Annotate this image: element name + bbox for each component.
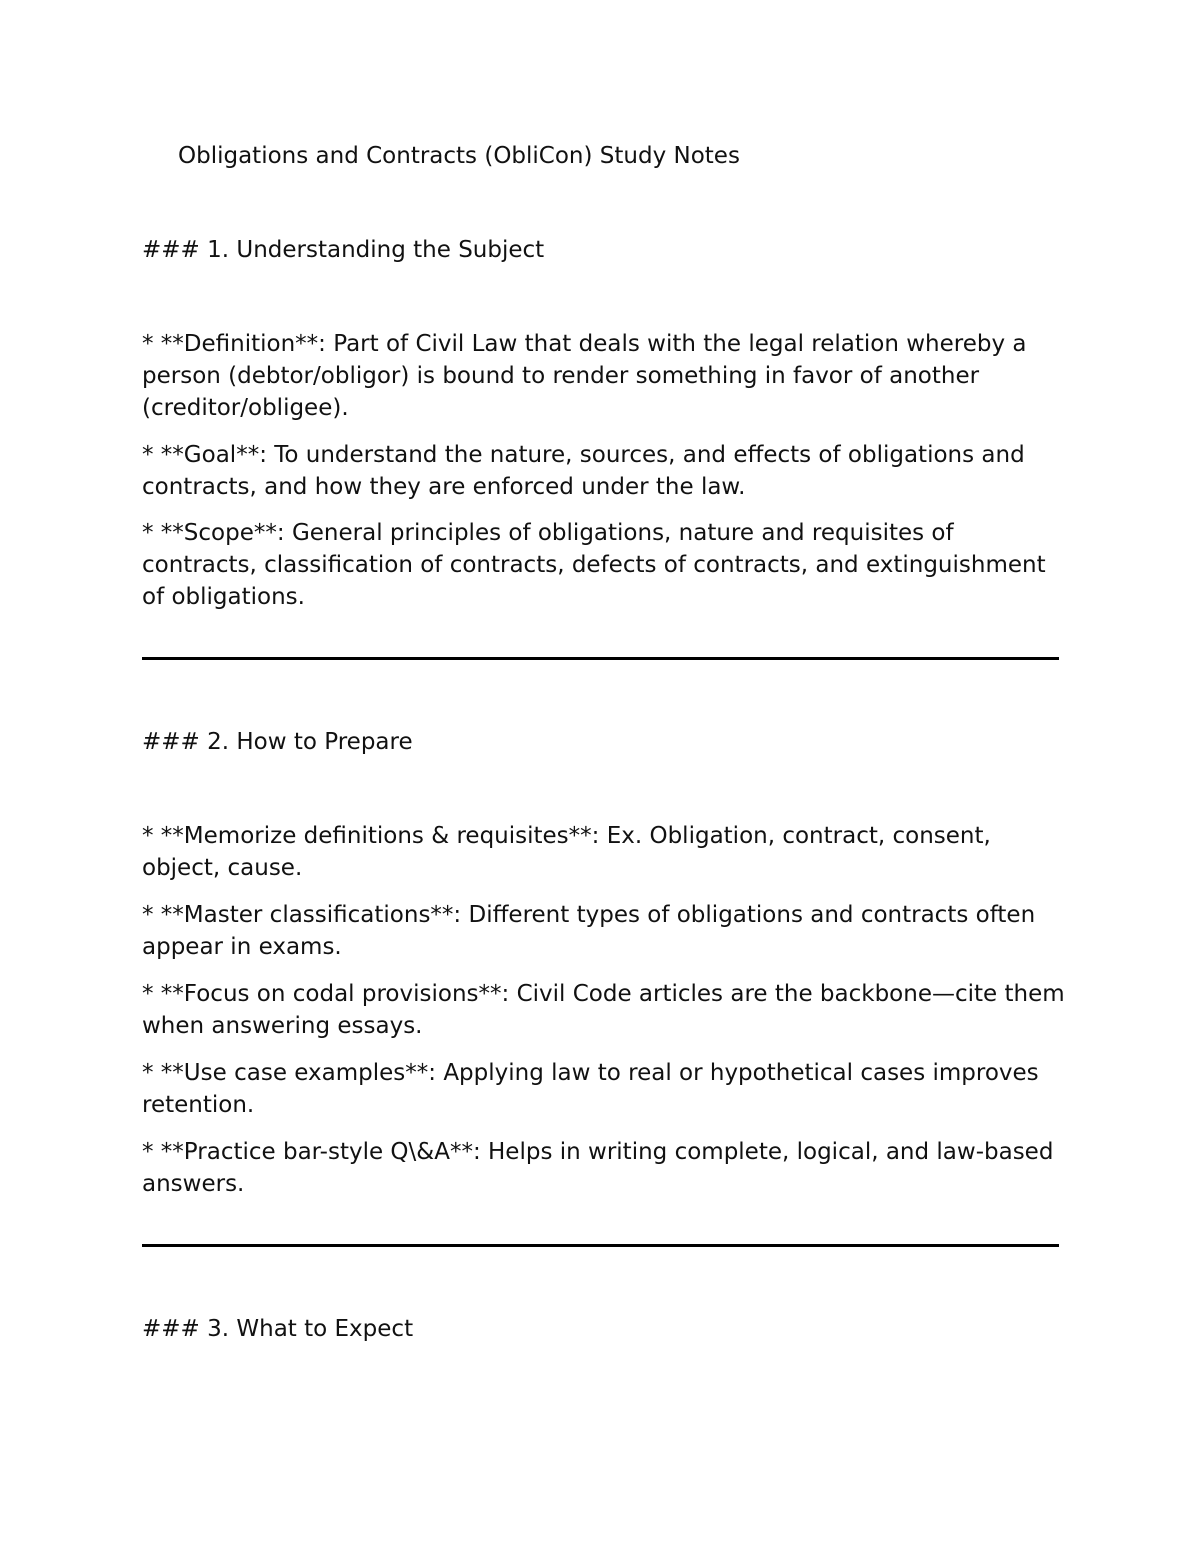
bullet-codal-provisions: * **Focus on codal provisions**: Civil Code articles are the backbone—cite them when answering essays.: [142, 981, 1065, 1039]
horizontal-rule-2: [142, 1244, 1059, 1247]
bullet-practice-qa: * **Practice bar-style Q\&A**: Helps in writing complete, logical, and law-based answers.: [142, 1139, 1054, 1197]
bullet-memorize: * **Memorize definitions & requisites**: Ex. Obligation, contract, consent, object, cause.: [142, 823, 991, 881]
horizontal-rule-1: [142, 657, 1059, 660]
bullet-case-examples: * **Use case examples**: Applying law to real or hypothetical cases improves retention.: [142, 1060, 1039, 1118]
document-title: Obligations and Contracts (ObliCon) Study Notes: [178, 143, 740, 169]
section-heading-1: ### 1. Understanding the Subject: [142, 237, 545, 263]
bullet-master-classifications: * **Master classifications**: Different types of obligations and contracts often appear in exams.: [142, 902, 1036, 960]
bullet-definition: * **Definition**: Part of Civil Law that deals with the legal relation whereby a person (debtor/obligor) is bound to render something in favor of another (creditor/obligee).: [142, 331, 1027, 421]
section-heading-3: ### 3. What to Expect: [142, 1316, 414, 1342]
bullet-goal: * **Goal**: To understand the nature, sources, and effects of obligations and contracts, and how they are enforced under the law.: [142, 442, 1025, 500]
section-heading-2: ### 2. How to Prepare: [142, 729, 413, 755]
bullet-scope: * **Scope**: General principles of obligations, nature and requisites of contracts, classification of contracts, defects of contracts, and extinguishment of obligations.: [142, 520, 1046, 610]
